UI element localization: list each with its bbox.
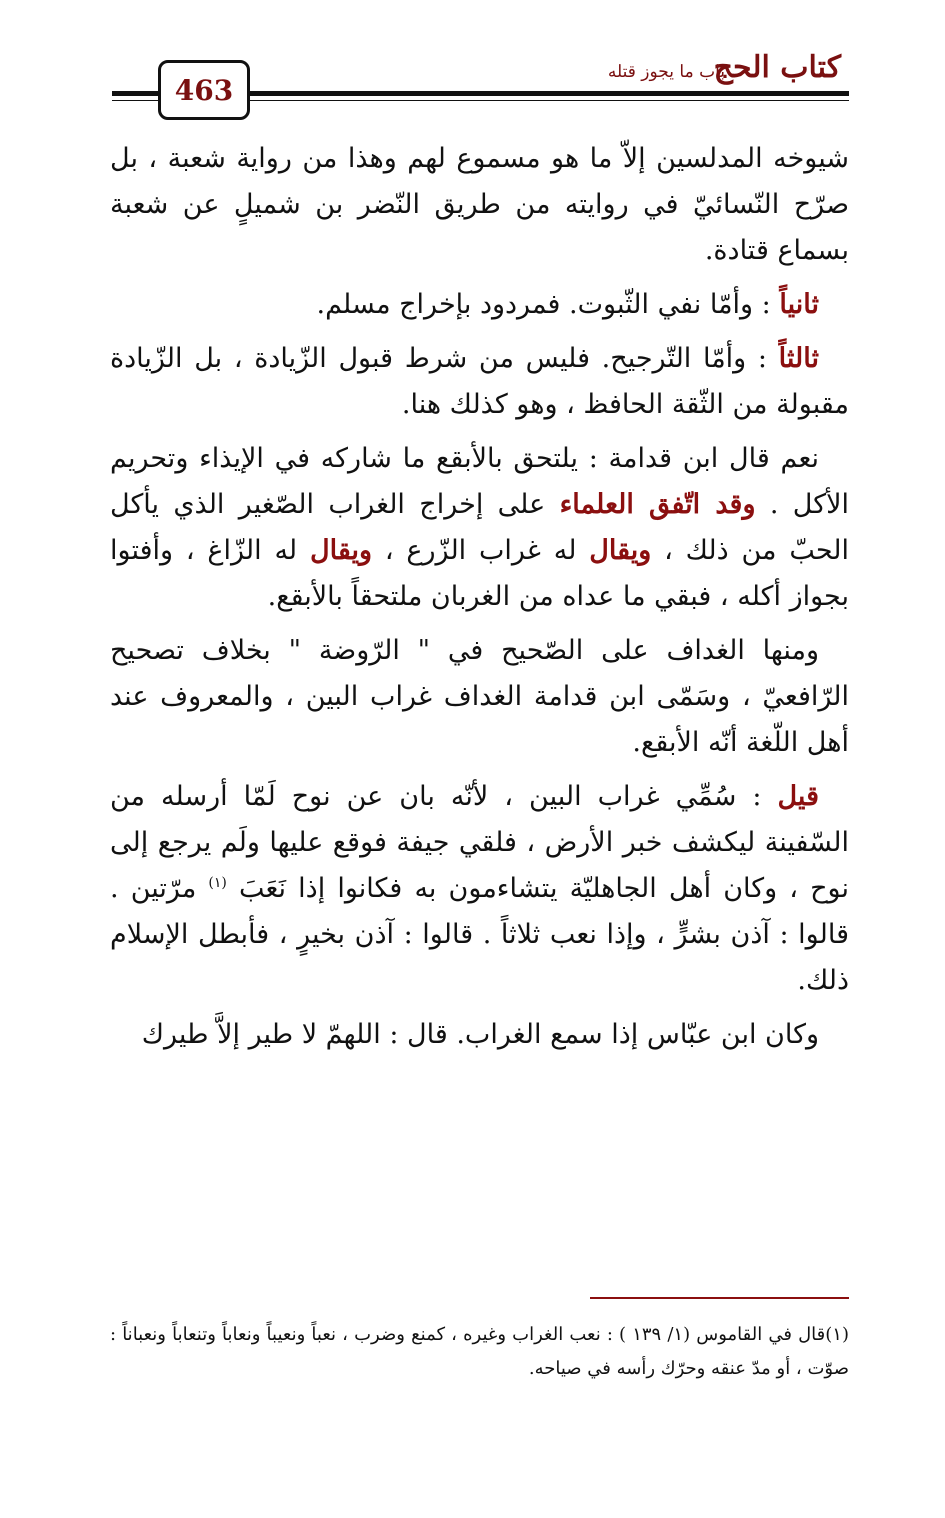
footnote-divider: [590, 1297, 849, 1299]
paragraph-6-part-a: : سُمِّي غراب البين ، لأنّه بان عن نوح لَمّا أرسله من السّفينة ليكشف خبر الأرض ، فلقي جيفة فوقع عليها ولَم يرجع إلى نوح ، وكان أهل الجاهليّة يتشاءمون به فكانوا إذا نَعَبَ: [110, 781, 849, 904]
paragraph-4-part-d: له الزّاغ ، وأفتوا بجواز أكله ، فبقي ما عداه من الغربان ملتحقاً بالأبقع.: [110, 535, 849, 612]
paragraph-3: [110, 336, 849, 428]
paragraph-4-part-b: على إخراج الغراب الصّغير الذي يأكل الحبّ من ذلك ،: [110, 489, 850, 566]
label-qila: قيل: [777, 781, 819, 812]
paragraph-6-part-b: مرّتين . قالوا : آذن بشرٍّ ، وإذا نعب ثلاثاً . قالوا : آذن بخيرٍ ، فأبطل الإسلام ذلك.: [110, 873, 849, 996]
paragraph-3-text: : وأمّا التّرجيح. فليس من شرط قبول الزّيادة ، بل الزّيادة مقبولة من الثّقة الحافظ ، وهو كذلك هنا.: [110, 343, 849, 420]
paragraph-4-part-a: نعم قال ابن قدامة : يلتحق بالأبقع ما شاركه في الإيذاء وتحريم الأكل .: [110, 443, 849, 520]
chapter-title: باب ما يجوز قتله: [607, 62, 725, 82]
paragraph-5: ومنها الغداف على الصّحيح في " الرّوضة " بخلاف تصحيح الرّافعيّ ، وسَمّى ابن قدامة الغداف غراب البين ، والمعروف عند أهل اللّغة أنّه الأبقع.: [110, 635, 849, 758]
label-thaniyan: ثانياً: [779, 289, 819, 320]
paragraph-1: شيوخه المدلسين إلاّ ما هو مسموع لهم وهذا من رواية شعبة ، بل صرّح النّسائيّ في روايته من طريق النّضر بن شميلٍ عن شعبة بسماع قتادة.: [110, 143, 849, 266]
paragraph-7: وكان ابن عبّاس إذا سمع الغراب. قال : اللهمّ لا طير إلاَّ طيرك: [141, 1019, 819, 1050]
highlight-ulama: وقد اتّفق العلماء: [559, 489, 756, 520]
label-thalithan: ثالثاً: [778, 343, 819, 374]
footnote-1: (١)قال في القاموس (١/ ١٣٩ ) : نعب الغراب وغيره ، كمنع وضرب ، نعباً ونعيباً ونعاباً وتنعاباً ونعباناً : صوّت ، أو مدّ عنقه وحرّك رأسه في صياحه.: [110, 1324, 849, 1379]
highlight-yuqal-2: ويقال: [309, 535, 373, 566]
footnote-ref-1[interactable]: (١): [208, 875, 227, 891]
footnotes: [110, 1318, 849, 1386]
page-number: 463: [158, 60, 250, 120]
book-title: كتاب الحج: [713, 50, 841, 85]
main-text: [110, 136, 849, 1066]
paragraph-2: [110, 282, 849, 328]
paragraph-6: [110, 774, 849, 1004]
paragraph-4: [110, 436, 849, 620]
paragraph-4-part-c: له غراب الزّرع ،: [372, 535, 590, 566]
paragraph-2-text: : وأمّا نفي الثّبوت. فمردود بإخراج مسلم.: [316, 289, 780, 320]
highlight-yuqal-1: ويقال: [589, 535, 652, 566]
page-header: [0, 0, 945, 140]
